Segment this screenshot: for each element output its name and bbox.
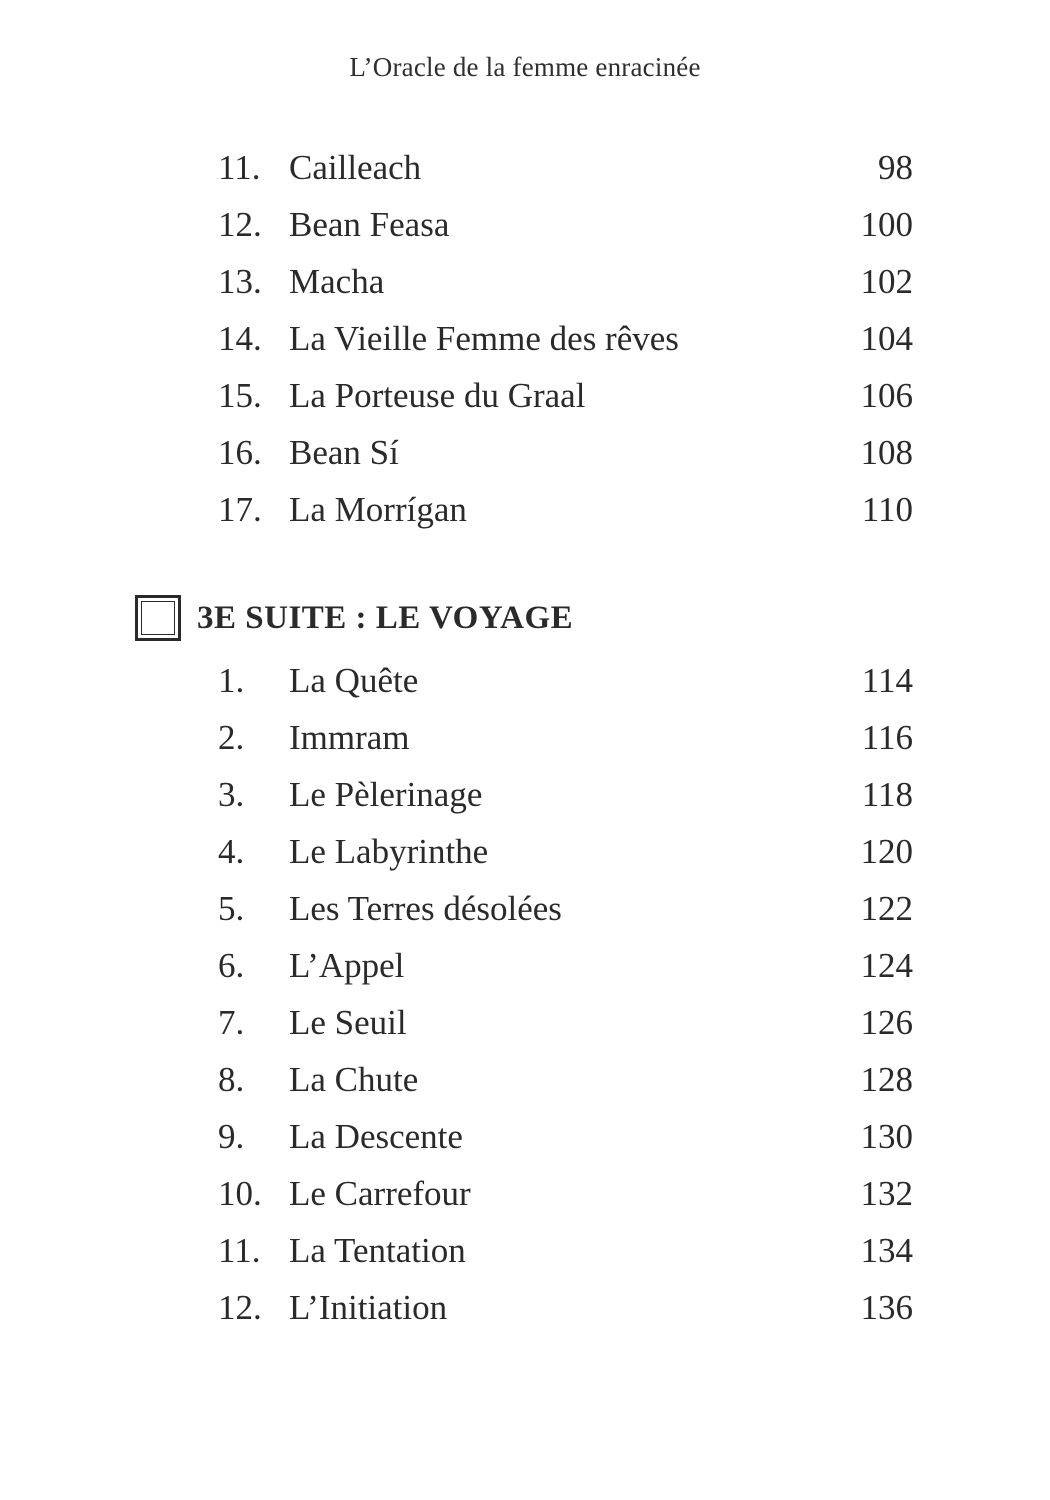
entry-number: 9. <box>218 1117 245 1156</box>
entry-number: 12. <box>218 205 262 244</box>
entry-number: 7. <box>218 1003 245 1042</box>
toc-list-part2 <box>218 139 913 538</box>
toc-entry[interactable] <box>218 139 913 196</box>
entry-page-number: 106 <box>860 376 913 415</box>
entry-title: Le Carrefour <box>289 1174 471 1213</box>
entry-number: 1. <box>218 661 245 700</box>
entry-page-number: 108 <box>860 433 913 472</box>
running-header: L’Oracle de la femme enracinée <box>349 52 701 82</box>
entry-page-number: 132 <box>860 1174 913 1213</box>
toc-entry[interactable] <box>218 253 913 310</box>
entry-number: 8. <box>218 1060 245 1099</box>
toc-entry[interactable] <box>218 367 913 424</box>
entry-page-number: 136 <box>860 1288 913 1327</box>
entry-page-number: 124 <box>860 946 913 985</box>
entry-title: L’Initiation <box>289 1288 448 1327</box>
toc-entry[interactable] <box>218 1222 913 1279</box>
entry-title: Immram <box>289 718 410 757</box>
toc-entry[interactable] <box>218 1279 913 1336</box>
entry-title: La Quête <box>289 661 419 700</box>
entry-number: 12. <box>218 1288 262 1327</box>
entry-title: Les Terres désolées <box>289 889 562 928</box>
entry-title: La Vieille Femme des rêves <box>289 319 679 358</box>
toc-entry[interactable] <box>218 1108 913 1165</box>
entry-page-number: 98 <box>878 148 913 187</box>
entry-number: 11. <box>218 1231 261 1270</box>
entry-number: 3. <box>218 775 245 814</box>
entry-title: La Tentation <box>289 1231 466 1270</box>
entry-page-number: 130 <box>860 1117 913 1156</box>
toc-entry[interactable] <box>218 424 913 481</box>
entry-title: Le Labyrinthe <box>289 832 489 871</box>
entry-page-number: 104 <box>860 319 913 358</box>
entry-page-number: 120 <box>860 832 913 871</box>
entry-number: 15. <box>218 376 262 415</box>
toc-entry[interactable] <box>218 196 913 253</box>
entry-page-number: 102 <box>860 262 913 301</box>
entry-page-number: 114 <box>861 661 913 700</box>
entry-number: 16. <box>218 433 262 472</box>
entry-title: La Morrígan <box>289 490 467 529</box>
toc-entry[interactable] <box>218 709 913 766</box>
entry-page-number: 118 <box>861 775 913 814</box>
entry-page-number: 126 <box>860 1003 913 1042</box>
entry-number: 4. <box>218 832 245 871</box>
toc-entry[interactable] <box>218 481 913 538</box>
toc-entry[interactable] <box>218 766 913 823</box>
entry-title: La Porteuse du Graal <box>289 376 586 415</box>
entry-page-number: 134 <box>860 1231 913 1270</box>
toc-entry[interactable] <box>218 880 913 937</box>
entry-page-number: 128 <box>860 1060 913 1099</box>
toc-entry[interactable] <box>218 994 913 1051</box>
entry-number: 5. <box>218 889 245 928</box>
entry-number: 6. <box>218 946 245 985</box>
entry-title: La Chute <box>289 1060 419 1099</box>
entry-title: Le Seuil <box>289 1003 407 1042</box>
entry-title: Bean Feasa <box>289 205 450 244</box>
entry-number: 17. <box>218 490 262 529</box>
entry-number: 2. <box>218 718 245 757</box>
entry-page-number: 100 <box>860 205 913 244</box>
entry-page-number: 122 <box>860 889 913 928</box>
entry-title: Le Pèlerinage <box>289 775 483 814</box>
entry-page-number: 116 <box>861 718 913 757</box>
section-title: 3E SUITE : LE VOYAGE <box>197 599 574 636</box>
section-heading <box>135 592 573 644</box>
entry-number: 11. <box>218 148 261 187</box>
entry-title: Cailleach <box>289 148 422 187</box>
entry-title: Bean Sí <box>289 433 399 472</box>
entry-page-number: 110 <box>861 490 913 529</box>
entry-title: L’Appel <box>289 946 405 985</box>
entry-title: La Descente <box>289 1117 463 1156</box>
toc-entry[interactable] <box>218 310 913 367</box>
toc-entry[interactable] <box>218 937 913 994</box>
toc-entry[interactable] <box>218 823 913 880</box>
entry-number: 10. <box>218 1174 262 1213</box>
toc-entry[interactable] <box>218 652 913 709</box>
entry-number: 14. <box>218 319 262 358</box>
toc-entry[interactable] <box>218 1165 913 1222</box>
toc-entry[interactable] <box>218 1051 913 1108</box>
square-frame-icon <box>135 595 181 641</box>
toc-list-part3 <box>218 652 913 1336</box>
entry-number: 13. <box>218 262 262 301</box>
entry-title: Macha <box>289 262 385 301</box>
